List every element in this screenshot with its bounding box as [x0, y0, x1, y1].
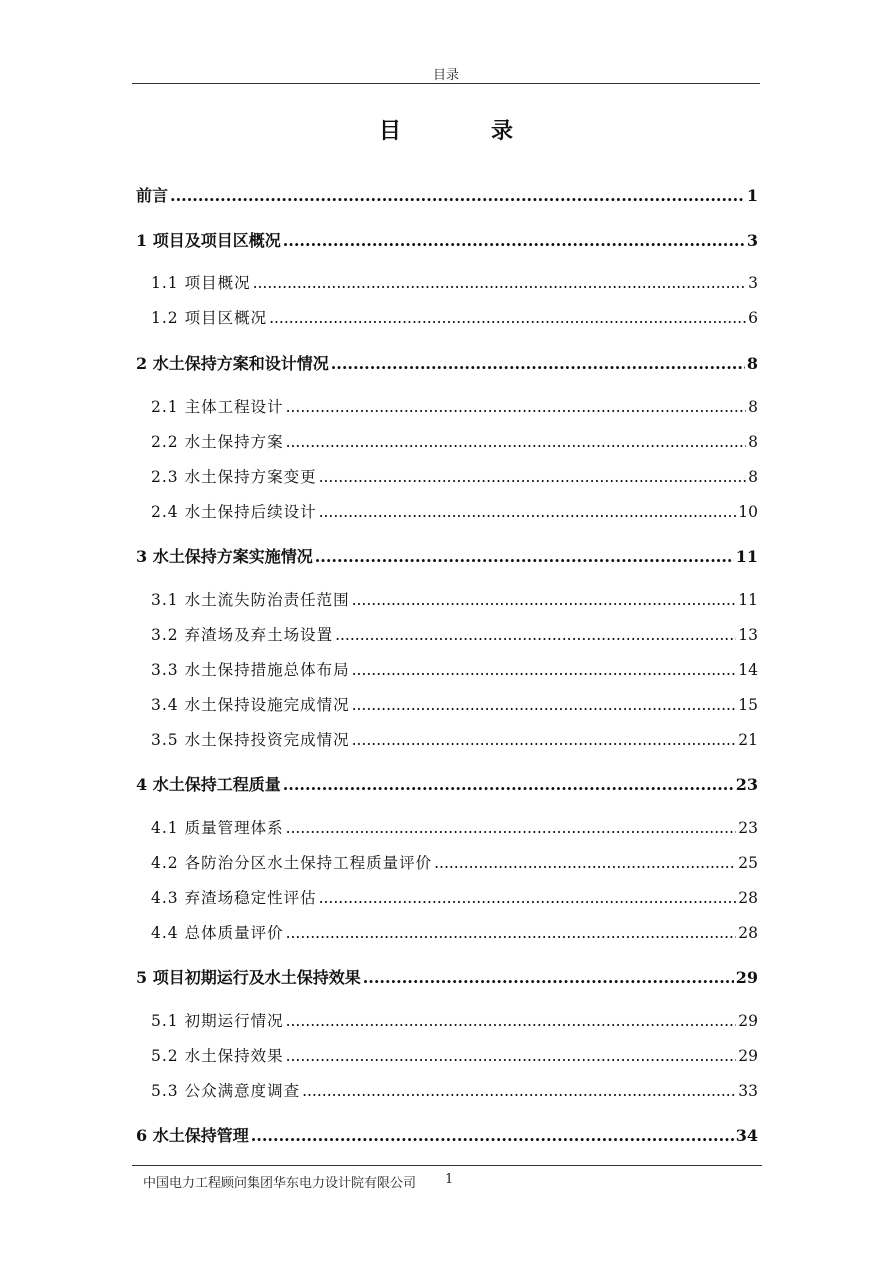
- toc-entry-label: 3.3 水土保持措施总体布局: [151, 661, 350, 679]
- toc-entry-label: 3.1 水土流失防治责任范围: [151, 591, 350, 609]
- toc-entry-label: 前言: [136, 186, 169, 205]
- toc-dot-leader: [269, 309, 746, 327]
- toc-entry-label: 2 水土保持方案和设计情况: [136, 354, 329, 373]
- toc-entry-page: 11: [735, 547, 758, 566]
- toc-entry-page: 6: [748, 309, 758, 327]
- toc-dot-leader: [286, 924, 737, 942]
- toc-entry-page: 15: [738, 696, 758, 714]
- toc-dot-leader: [253, 274, 747, 292]
- toc-entry[interactable]: [136, 772, 758, 795]
- toc-dot-leader: [286, 1047, 737, 1065]
- toc-entry-label: 2.4 水土保持后续设计: [151, 503, 317, 521]
- toc-entry-page: 8: [748, 468, 758, 486]
- toc-entry[interactable]: [136, 228, 758, 251]
- toc-entry[interactable]: [136, 183, 758, 206]
- toc-entry-label: 1.1 项目概况: [151, 274, 251, 292]
- toc-entry-page: 14: [738, 661, 758, 679]
- toc-entry-label: 3 水土保持方案实施情况: [136, 547, 313, 566]
- toc-dot-leader: [283, 231, 745, 250]
- footer-organization: 中国电力工程顾问集团华东电力设计院有限公司: [143, 1176, 417, 1191]
- toc-entry[interactable]: [151, 1009, 758, 1031]
- footer-rule: [132, 1165, 762, 1166]
- toc-entry[interactable]: [151, 623, 758, 645]
- toc-entry-page: 23: [735, 775, 758, 794]
- toc-entry-page: 3: [746, 231, 758, 250]
- toc-entry-label: 3.2 弃渣场及弃土场设置: [151, 626, 334, 644]
- toc-entry[interactable]: [151, 728, 758, 750]
- toc-dot-leader: [352, 661, 737, 679]
- toc-entry[interactable]: [151, 921, 758, 943]
- toc-entry[interactable]: [136, 351, 758, 374]
- toc-dot-leader: [170, 186, 745, 205]
- toc-entry-page: 28: [738, 924, 758, 942]
- toc-dot-leader: [434, 854, 736, 872]
- running-header: 目录: [432, 68, 459, 83]
- toc-entry[interactable]: [151, 588, 758, 610]
- toc-entry-label: 1.2 项目区概况: [151, 309, 268, 327]
- toc-dot-leader: [319, 889, 737, 907]
- toc-entry-label: 4 水土保持工程质量: [136, 775, 281, 794]
- toc-entry-label: 3.4 水土保持设施完成情况: [151, 696, 350, 714]
- toc-dot-leader: [363, 968, 734, 987]
- footer-page-number: 1: [445, 1172, 454, 1187]
- toc-entry-page: 10: [738, 503, 758, 521]
- toc-entry[interactable]: [151, 851, 758, 873]
- toc-entry-page: 29: [738, 1012, 758, 1030]
- toc-dot-leader: [286, 433, 747, 451]
- toc-entry-page: 21: [738, 731, 758, 749]
- toc-entry-label: 5.3 公众满意度调查: [151, 1082, 301, 1100]
- toc-dot-leader: [286, 819, 737, 837]
- toc-dot-leader: [331, 354, 745, 373]
- toc-entry-label: 6 水土保持管理: [136, 1126, 249, 1145]
- toc-entry[interactable]: [136, 965, 758, 988]
- toc-entry-label: 5.1 初期运行情况: [151, 1012, 284, 1030]
- toc-entry[interactable]: [151, 465, 758, 487]
- toc-entry[interactable]: [151, 816, 758, 838]
- toc-entry[interactable]: [151, 430, 758, 452]
- toc-dot-leader: [286, 1012, 737, 1030]
- toc-entry-page: 13: [738, 626, 758, 644]
- toc-entry[interactable]: [151, 1044, 758, 1066]
- toc-entry-page: 23: [738, 819, 758, 837]
- toc-entry-label: 2.2 水土保持方案: [151, 433, 284, 451]
- toc-dot-leader: [302, 1082, 736, 1100]
- toc-entry-page: 8: [748, 433, 758, 451]
- toc-dot-leader: [352, 731, 737, 749]
- toc-entry[interactable]: [136, 544, 758, 567]
- toc-entry-page: 29: [738, 1047, 758, 1065]
- toc-entry-label: 4.1 质量管理体系: [151, 819, 284, 837]
- toc-dot-leader: [251, 1126, 734, 1145]
- toc-entry-page: 1: [746, 186, 758, 205]
- page-title: 目 录: [378, 118, 547, 144]
- toc-dot-leader: [286, 398, 747, 416]
- toc-entry-label: 2.3 水土保持方案变更: [151, 468, 317, 486]
- toc-entry-page: 11: [738, 591, 758, 609]
- toc-entry-page: 28: [738, 889, 758, 907]
- toc-entry[interactable]: [151, 658, 758, 680]
- toc-entry-page: 3: [748, 274, 758, 292]
- toc-entry[interactable]: [151, 500, 758, 522]
- toc-entry[interactable]: [151, 306, 758, 328]
- toc-dot-leader: [319, 468, 747, 486]
- toc-entry[interactable]: [151, 395, 758, 417]
- toc-entry-label: 4.4 总体质量评价: [151, 924, 284, 942]
- toc-entry-label: 5.2 水土保持效果: [151, 1047, 284, 1065]
- toc-entry[interactable]: [151, 886, 758, 908]
- toc-entry-page: 33: [738, 1082, 758, 1100]
- toc-entry-label: 4.3 弃渣场稳定性评估: [151, 889, 317, 907]
- toc-entry-label: 2.1 主体工程设计: [151, 398, 284, 416]
- toc-dot-leader: [352, 696, 737, 714]
- toc-entry[interactable]: [151, 271, 758, 293]
- toc-entry-label: 1 项目及项目区概况: [136, 231, 281, 250]
- toc-entry-page: 8: [746, 354, 758, 373]
- toc-entry-page: 8: [748, 398, 758, 416]
- toc-dot-leader: [315, 547, 734, 566]
- toc-entry[interactable]: [136, 1123, 758, 1146]
- toc-entry-page: 34: [735, 1126, 758, 1145]
- toc-dot-leader: [352, 591, 737, 609]
- toc-entry-label: 4.2 各防治分区水土保持工程质量评价: [151, 854, 433, 872]
- toc-entry[interactable]: [151, 1079, 758, 1101]
- toc-entry-label: 5 项目初期运行及水土保持效果: [136, 968, 361, 987]
- toc-dot-leader: [283, 775, 734, 794]
- toc-dot-leader: [319, 503, 737, 521]
- toc-entry-label: 3.5 水土保持投资完成情况: [151, 731, 350, 749]
- toc-dot-leader: [335, 626, 736, 644]
- toc-entry-page: 29: [735, 968, 758, 987]
- toc-entry-page: 25: [738, 854, 758, 872]
- toc-entry[interactable]: [151, 693, 758, 715]
